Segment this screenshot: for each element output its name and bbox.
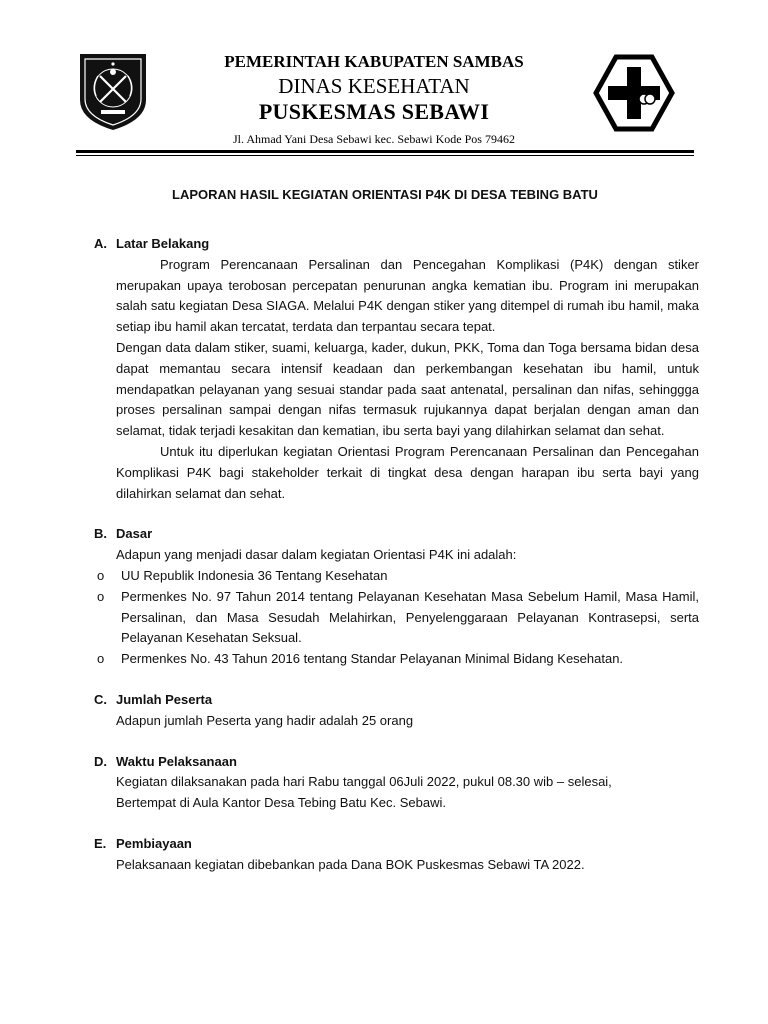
bullet-marker: o bbox=[97, 588, 105, 604]
section-heading bbox=[94, 234, 699, 255]
list-item-text: Permenkes No. 97 Tahun 2014 tentang Pelayanan Kesehatan Masa Sebelum Hamil, Masa Hamil, Persalinan, dan Masa Sesudah Melahirkan, Penyelenggaraan Pelayanan Kontrasepsi, serta Pelayanan Kesehatan Seksual. bbox=[121, 588, 699, 646]
paragraph: Pelaksanaan kegiatan dibebankan pada Dana BOK Puskesmas Sebawi TA 2022. bbox=[116, 856, 585, 872]
section-heading bbox=[94, 834, 699, 855]
section-letter: E. bbox=[94, 835, 107, 851]
section-jumlah-peserta bbox=[94, 690, 699, 732]
section-letter: D. bbox=[94, 753, 107, 769]
letterhead-rule-thin bbox=[76, 155, 694, 156]
letterhead-department: DINAS KESEHATAN bbox=[278, 74, 470, 98]
letterhead-address: Jl. Ahmad Yani Desa Sebawi kec. Sebawi Kode Pos 79462 bbox=[233, 132, 515, 146]
section-dasar bbox=[94, 524, 699, 670]
section-title: Latar Belakang bbox=[116, 236, 210, 251]
puskesmas-cross-logo-icon bbox=[592, 53, 676, 133]
section-heading bbox=[94, 524, 699, 545]
list-item-text: UU Republik Indonesia 36 Tentang Kesehatan bbox=[121, 567, 388, 583]
list-item bbox=[94, 649, 699, 670]
document-title: LAPORAN HASIL KEGIATAN ORIENTASI P4K DI DESA TEBING BATU bbox=[172, 187, 598, 202]
section-title: Dasar bbox=[116, 526, 153, 542]
kabupaten-sambas-emblem-icon bbox=[76, 50, 150, 132]
paragraph: Program Perencanaan Persalinan dan Pencegahan Komplikasi (P4K) dengan stiker merupakan upaya terobosan percepatan penurunan angka kematian ibu. Program ini merupakan salah satu kegiatan Desa SIAGA. Melalui P4K dengan stiker yang ditempel di rumah ibu hamil, maka setiap ibu hamil akan tercatat, terdata dan terpantau secara tepat. bbox=[116, 256, 699, 335]
section-pembiayaan bbox=[94, 834, 699, 876]
paragraph: Dengan data dalam stiker, suami, keluarga, kader, dukun, PKK, Toma dan Toga bersama bidan desa dapat memantau secara intensif keadaan dan perkembangan kesehatan ibu hamil, untuk mendapatkan pelayanan yang sesuai standar pada saat antenatal, persalinan dan nifas, sehinggga proses persalinan sampai dengan nifas termasuk rujukannya dapat berjalan dengan aman dan selamat, tidak terjadi kesakitan dan kematian, ibu serta bayi yang dilahirkan selamat dan sehat. bbox=[116, 339, 699, 439]
bullet-marker: o bbox=[97, 651, 105, 667]
section-title: Jumlah Peserta bbox=[116, 691, 213, 707]
section-heading bbox=[94, 690, 699, 711]
section-heading bbox=[94, 752, 699, 773]
section-letter: C. bbox=[94, 691, 107, 707]
section-letter: B. bbox=[94, 526, 107, 542]
document-body bbox=[94, 234, 699, 876]
section-title: Pembiayaan bbox=[116, 835, 192, 851]
bullet-marker: o bbox=[97, 567, 105, 583]
list-item bbox=[94, 566, 699, 587]
paragraph: Adapun jumlah Peserta yang hadir adalah 25 orang bbox=[116, 712, 414, 728]
letterhead-rule-thick bbox=[76, 150, 694, 153]
letterhead-puskesmas: PUSKESMAS SEBAWI bbox=[258, 99, 490, 124]
section-title: Waktu Pelaksanaan bbox=[116, 753, 237, 769]
letterhead-government: PEMERINTAH KABUPATEN SAMBAS bbox=[224, 52, 524, 71]
legal-basis-list bbox=[94, 566, 699, 670]
paragraph: Kegiatan dilaksanakan pada hari Rabu tanggal 06Juli 2022, pukul 08.30 wib – selesai, bbox=[116, 774, 612, 790]
list-item-text: Permenkes No. 43 Tahun 2016 tentang Standar Pelayanan Minimal Bidang Kesehatan. bbox=[121, 651, 624, 667]
paragraph: Adapun yang menjadi dasar dalam kegiatan Orientasi P4K ini adalah: bbox=[116, 547, 517, 563]
letterhead bbox=[160, 52, 588, 147]
list-item bbox=[94, 587, 699, 649]
section-waktu-pelaksanaan bbox=[94, 752, 699, 814]
paragraph: Bertempat di Aula Kantor Desa Tebing Batu Kec. Sebawi. bbox=[116, 795, 447, 811]
section-letter: A. bbox=[94, 236, 107, 251]
paragraph: Untuk itu diperlukan kegiatan Orientasi Program Perencanaan Persalinan dan Pencegahan Komplikasi P4K bagi stakeholder terkait di tingkat desa dengan harapan ibu serta bayi yang dilahirkan selamat dan sehat. bbox=[116, 443, 699, 501]
section-latar-belakang bbox=[94, 234, 699, 504]
